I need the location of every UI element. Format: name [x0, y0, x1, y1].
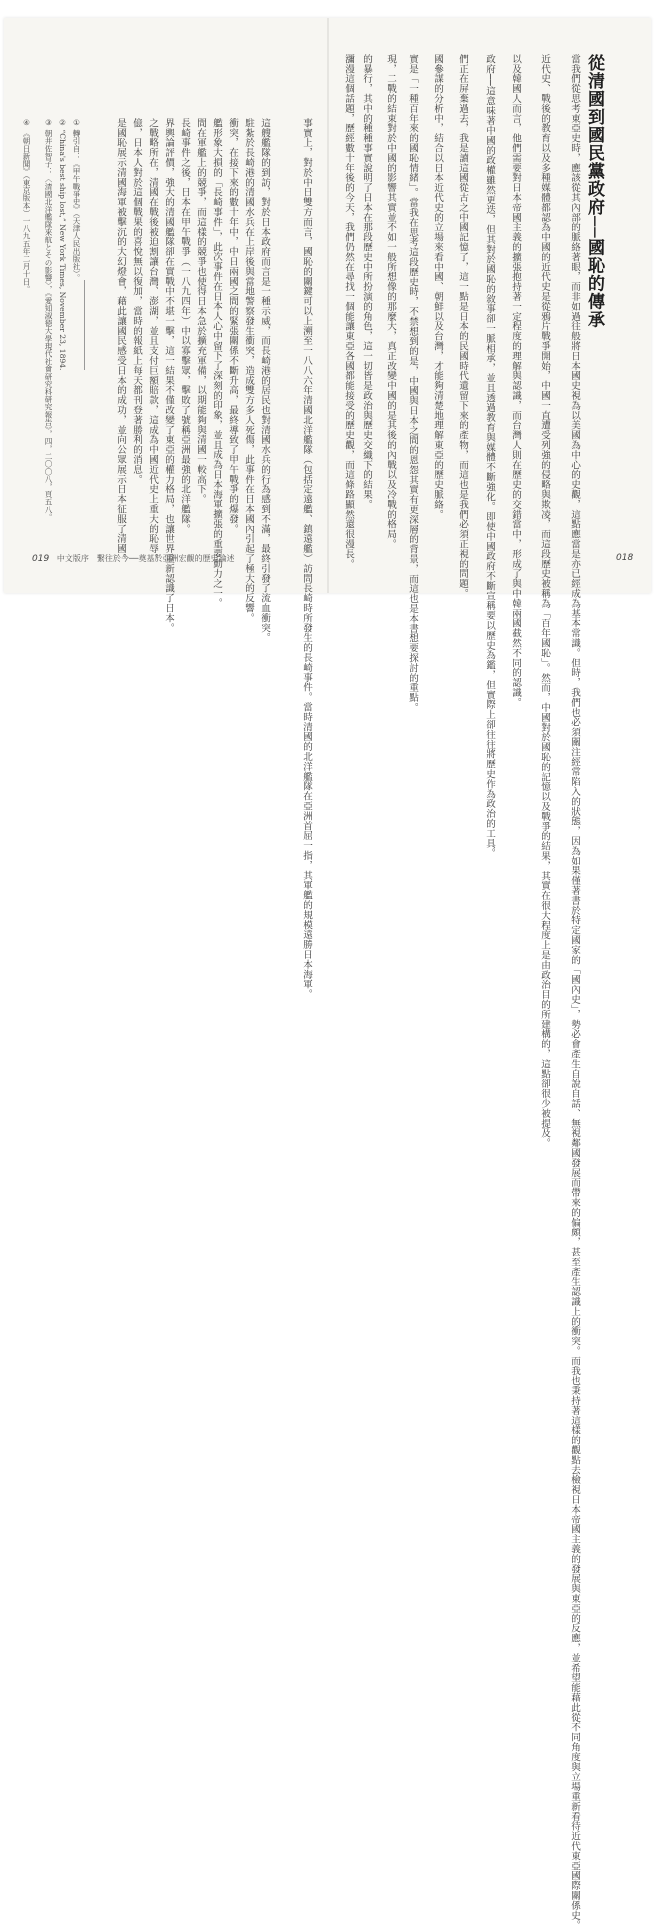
left-paragraph-6: 間在軍艦上的競爭，而這樣的競爭也使得日本急於擴充軍備，以期能夠與清國一較高下。 [195, 118, 206, 505]
left-paragraph-1: 事實上，對於中日雙方而言，國恥的關鍵可以上溯至一八八六年清國北洋艦隊（包括定遠艦、鎮遠艦）訪問長崎時所發生的長崎事件。當時清國的北洋艦隊在亞洲首屈一指，其軍艦的規模遠勝日本海軍。 [301, 118, 312, 1000]
right-paragraph-6: 國參謀的分析中，結合以日本近代史的立場來看中國、朝鮮以及台灣，才能夠清楚地理解東亞的歷史脈絡。 [432, 54, 443, 520]
right-page-number: 018 [616, 553, 634, 563]
right-paragraph-7: 實是「一種百年來的國恥情緒」。當我在思考這段歷史時，不禁想到的是，中國與日本之間的恩怨其實有更深層的背景，而這也是本書想要探討的重點。 [407, 54, 418, 713]
left-paragraph-9: 之戰略所在，清國在戰後被迫割讓台灣、澎湖，並且支付巨額賠款，這成為中國近代史上重大的恥辱。 [147, 118, 158, 564]
right-paragraph-9: 的暴行，其中的種種事實說明了日本在那段歷史中所扮演的角色，這一切皆是政治與歷史交織下的結果。 [361, 54, 372, 510]
left-paragraph-10: 億，日本人對於這個戰果的喜悅無以復加，當時的報紙上每天都刊登著勝利的消息。 [131, 118, 142, 485]
chapter-title: 從清國到國民黨政府──國恥的傳承 [584, 54, 604, 329]
left-paragraph-8: 界輿論評價，強大的清國艦隊卻在實戰中不堪一擊，這一結果不僅改變了東亞的權力格局，也讓世界重新認識了日本。 [163, 118, 174, 633]
left-paragraph-2: 這艘艦隊的到訪，對於日本政府而言是一種示威，而長崎港的居民也對清國水兵的行為感到不滿，最終引發了流血衝突。 [259, 118, 270, 643]
footnote-1: ① 轉引自：《甲午戰爭史》（天津人民出版社）。 [72, 118, 81, 282]
left-page-number: 019 [32, 554, 50, 564]
right-paragraph-4: 政府──這意味著中國的政權雖然更迭，但其對於國恥的敘事卻一脈相承，並且透過教育與媒體不斷強化。即使中國政府不斷宣稱要以歷史為鑑，但實際上卻往往將歷史作為政治的工具。 [484, 54, 495, 859]
left-paragraph-3: 駐紮於長崎港的清國水兵在上岸後與當地警察發生衝突，造成雙方多人死傷，此事件在日本國內引起了極大的反響。 [243, 118, 254, 623]
footnote-divider [84, 280, 85, 370]
left-paragraph-11: 是國恥展示清國海軍被擊沉的大幻燈會，藉此讓國民感受日本的成功，並向公眾展示日本征服了清國。 [115, 118, 126, 564]
right-paragraph-3: 以及韓國人而言，他們需要對日本帝國主義的擴張抱持著一定程度的理解與認識，而台灣人則在歷史的交錯當中，形成了與中韓兩國截然不同的認識。 [510, 54, 521, 708]
left-paragraph-5: 艦形象大損的「長崎事件」，此次事件在日本人心中留下了深刻的印象，並且成為日本海軍擴張的重要動力之一。 [211, 118, 222, 609]
footnote-3: ③ 朝井佐智子：〈清國北洋艦隊來航とその影響〉，《愛知淑徳大學現代社會研究科研究報告》，四，二〇〇八，頁五八。 [44, 118, 53, 521]
footnote-4: ④ 《朝日新聞》（東京版本）一八九五年二月十日。 [22, 118, 31, 293]
right-paragraph-10: 瀰漫這個話題，歷經數十年後的今天，我們仍然在尋找一個能讓東亞各國都能接受的歷史觀，而這條路顯然還很漫長。 [343, 54, 354, 569]
book-spread [4, 18, 651, 1930]
right-paragraph-1: 當我們從思考東亞史時，應該從其內部的脈絡著眼，而非如過往般將日本國史視為以美國為中心的史觀，這點應當是亦已經成為基本常識。但時，我們也必須關注經常陷入的狀態，因為如果僅著書於特定國家的「國內史」，勢必會產生自說自話、無視鄰國發展而帶來的偏頗，甚至產生認識上的衝突。而我也秉持著這樣的觀點去檢視日本帝國主義的發展與東亞的反應，並希望能藉此從不同角度與立場重新看待近代東亞國際關係史。 [569, 54, 580, 1930]
running-header: 中文版序 繫往於今──奠基於亞洲宏觀的歷史論述 [56, 554, 235, 563]
left-page-footer [32, 553, 234, 564]
left-paragraph-7: 長崎事件之後，日本在甲午戰爭（一八九四年）中以寡擊眾，擊敗了號稱亞洲最強的北洋艦隊。 [179, 118, 190, 534]
left-paragraph-4: 衝突，在接下來的數十年中，中日兩國之間的緊張關係不斷升高，最終導致了甲午戰爭的爆發。 [227, 118, 238, 534]
footnote-2: ② “China's best ship lost,” New York Times, November 23, 1894. [58, 118, 67, 371]
right-paragraph-5: 們正在屏棄過去，我是讀這國從古之中國記憶了，這一點是日本的民國時代遺留下來的產物，而這也是我們必須正視的問題。 [457, 54, 468, 599]
right-paragraph-8: 現，二戰的結束對於中國的影響其實並不如一般所想像的那麼大，真正改變中國的是其後的內戰以及冷戰的格局。 [385, 54, 396, 549]
right-paragraph-2: 近代史、戰後的教育以及多種媒體都認為中國的近代史是從鴉片戰爭開始，中國一直遭受列強的侵略與欺凌，而這段歷史被稱為「百年國恥」。然而，中國對於國恥的記憶以及戰爭的結果，其實在很大程度上是由政治目的所建構的，這點卻很少被提及。 [539, 54, 550, 1149]
book-gutter [327, 18, 329, 593]
